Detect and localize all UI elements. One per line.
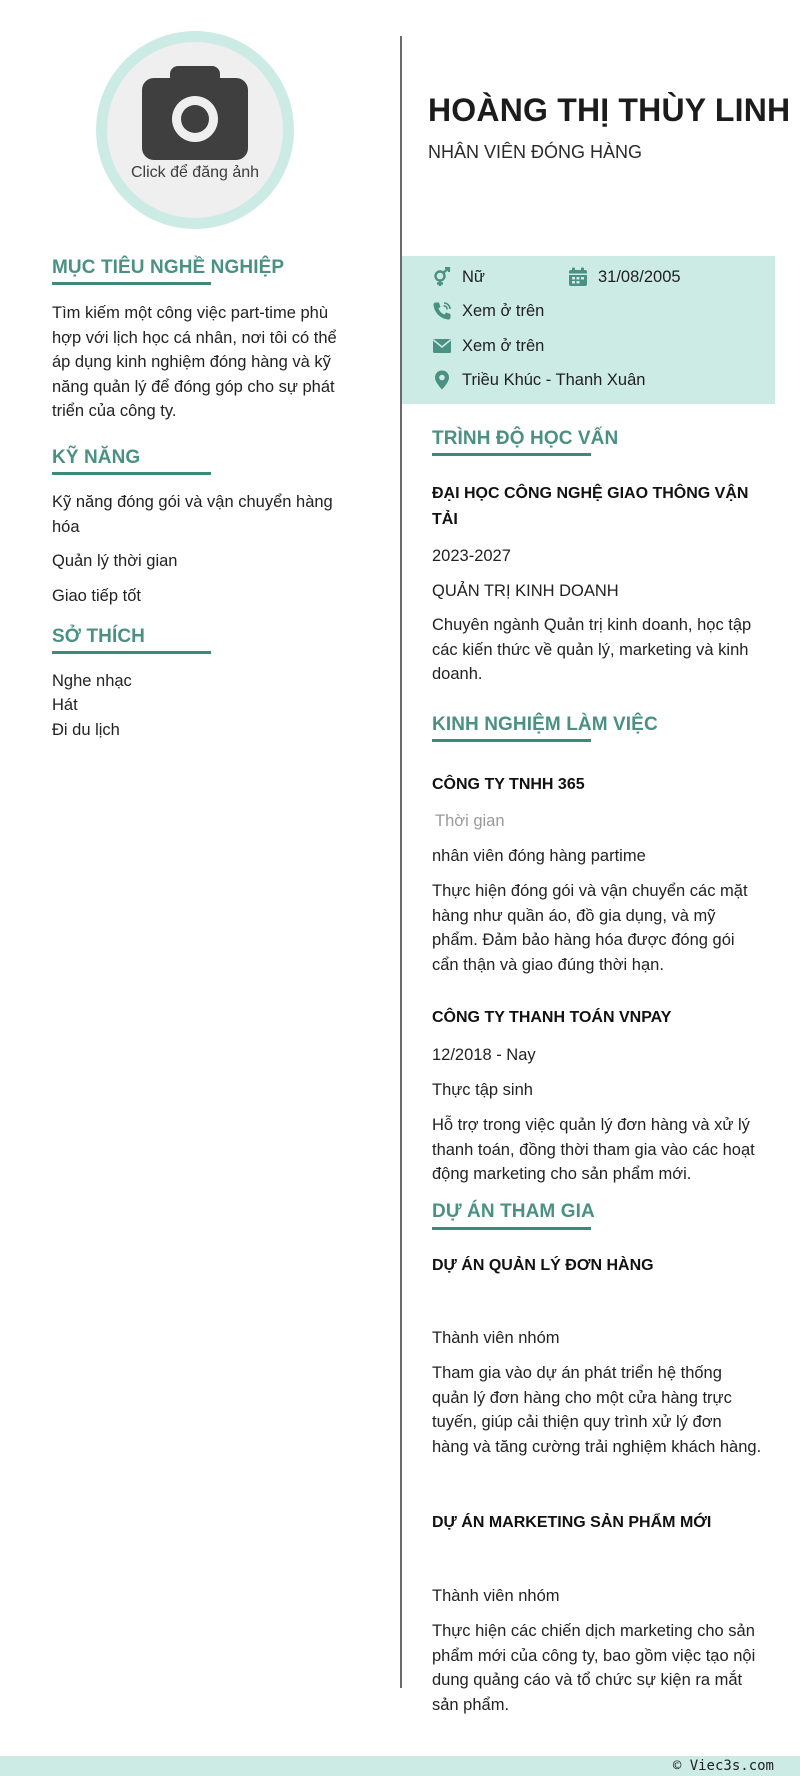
hobby-item: Hát	[52, 696, 78, 714]
job-description: Hỗ trợ trong việc quản lý đơn hàng và xử lý thanh toán, đồng thời tham gia vào các hoạt động marketing cho sản phẩm mới.	[432, 1116, 755, 1183]
experience-title: KINH NGHIỆM LÀM VIỆC	[432, 714, 658, 735]
project-name: DỰ ÁN MARKETING SẢN PHẨM MỚI	[432, 1514, 712, 1531]
education-title: TRÌNH ĐỘ HỌC VẤN	[432, 428, 619, 449]
skills-rule	[52, 472, 211, 475]
phone-icon	[432, 301, 452, 321]
birthdate-value: 31/08/2005	[598, 267, 681, 286]
candidate-name: HOÀNG THỊ THÙY LINH	[428, 92, 791, 128]
project-role: Thành viên nhóm	[432, 1587, 560, 1605]
address-value: Triều Khúc - Thanh Xuân	[462, 370, 646, 389]
hobby-item: Đi du lịch	[52, 721, 120, 739]
gender-value: Nữ	[462, 267, 485, 286]
hobbies-title: SỞ THÍCH	[52, 626, 146, 647]
projects-title: DỰ ÁN THAM GIA	[432, 1201, 595, 1222]
skills-title: KỸ NĂNG	[52, 447, 141, 468]
education-major: QUẢN TRỊ KINH DOANH	[432, 582, 619, 600]
contact-email	[432, 336, 544, 356]
projects-rule	[432, 1227, 591, 1230]
project-description: Thực hiện các chiến dịch marketing cho sản phẩm mới của công ty, bao gồm việc tạo nội dung quảng cáo và tổ chức sự kiện ra mắt sản phẩm.	[432, 1622, 756, 1714]
hobby-item: Nghe nhạc	[52, 672, 132, 690]
job-period[interactable]: Thời gian	[435, 812, 505, 830]
job-company: CÔNG TY TNHH 365	[432, 776, 585, 793]
skill-item: Giao tiếp tốt	[52, 587, 141, 605]
objective-rule	[52, 282, 211, 285]
camera-icon[interactable]	[142, 66, 248, 160]
objective-line: triển của công ty.	[52, 402, 177, 420]
calendar-icon	[568, 267, 588, 287]
education-description: Chuyên ngành Quản trị kinh doanh, học tập các kiến thức về quản lý, marketing và kinh doanh.	[432, 616, 752, 683]
experience-rule	[432, 739, 591, 742]
project-role: Thành viên nhóm	[432, 1329, 560, 1347]
contact-birthdate	[568, 267, 681, 287]
location-pin-icon	[432, 370, 452, 390]
job-company: CÔNG TY THANH TOÁN VNPAY	[432, 1009, 672, 1026]
objective-line: hợp với lịch học cá nhân, nơi tôi có thể	[52, 328, 337, 347]
gender-icon	[432, 267, 452, 287]
objective-title: MỤC TIÊU NGHỀ NGHIỆP	[52, 257, 285, 278]
candidate-role: NHÂN VIÊN ĐÓNG HÀNG	[428, 142, 643, 162]
education-rule	[432, 453, 591, 456]
footer-band	[0, 1756, 800, 1776]
objective-line: Tìm kiếm một công việc part-time phù	[52, 304, 329, 322]
project-name: DỰ ÁN QUẢN LÝ ĐƠN HÀNG	[432, 1257, 654, 1274]
avatar-caption[interactable]: Click để đăng ảnh	[130, 164, 260, 181]
objective-line: năng quản lý để đóng góp cho sự phát	[52, 377, 335, 396]
contact-address	[432, 370, 645, 390]
contact-phone	[432, 301, 544, 321]
project-description: Tham gia vào dự án phát triển hệ thống quản lý đơn hàng cho một cửa hàng trực tuyến, giúp cải thiện quy trình xử lý đơn hàng và tăng cường trải nghiệm khách hàng.	[432, 1364, 762, 1456]
education-school: ĐẠI HỌC CÔNG NGHỆ GIAO THÔNG VẬN TẢI	[432, 485, 749, 528]
job-description: Thực hiện đóng gói và vận chuyển các mặt hàng như quần áo, đồ gia dụng, và mỹ phẩm. Đảm bảo hàng hóa được đóng gói cẩn thận và giao đúng thời hạn.	[432, 882, 748, 974]
objective-text	[52, 301, 337, 424]
job-position: nhân viên đóng hàng partime	[432, 847, 646, 865]
skill-item: Quản lý thời gian	[52, 552, 178, 570]
job-position: Thực tập sinh	[432, 1081, 533, 1099]
skill-item: Kỹ năng đóng gói và vận chuyển hàng hóa	[52, 493, 333, 536]
footer-watermark[interactable]: © Viec3s.com	[672, 1758, 774, 1774]
objective-line: áp dụng kinh nghiệm đóng hàng và kỹ	[52, 353, 331, 371]
phone-value: Xem ở trên	[462, 301, 545, 320]
envelope-icon	[432, 336, 452, 356]
hobbies-rule	[52, 651, 211, 654]
contact-gender	[432, 267, 485, 287]
email-value: Xem ở trên	[462, 336, 545, 355]
education-period: 2023-2027	[432, 547, 511, 565]
job-period: 12/2018 - Nay	[432, 1046, 536, 1064]
